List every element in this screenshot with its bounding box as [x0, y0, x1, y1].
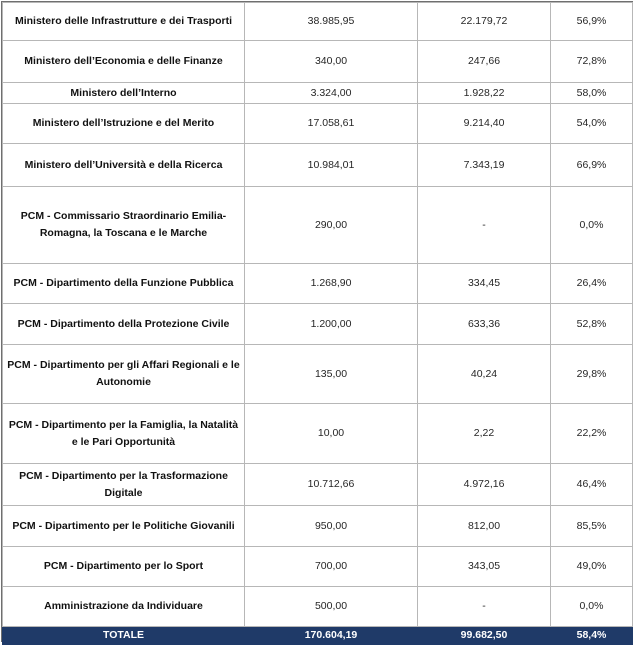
- row-label: PCM - Dipartimento per la Trasformazione Digitale: [3, 464, 245, 506]
- row-percentage: 85,5%: [551, 506, 633, 547]
- row-value-2: 812,00: [418, 506, 551, 547]
- row-value-1: 17.058,61: [245, 104, 418, 144]
- row-label: PCM - Dipartimento della Funzione Pubblica: [3, 264, 245, 304]
- row-value-2: 9.214,40: [418, 104, 551, 144]
- row-value-1: 500,00: [245, 587, 418, 627]
- row-value-1: 1.268,90: [245, 264, 418, 304]
- table-row: [3, 104, 633, 144]
- row-value-1: 1.200,00: [245, 304, 418, 345]
- row-value-1: 10.712,66: [245, 464, 418, 506]
- table-row: [3, 264, 633, 304]
- row-value-2: 2,22: [418, 404, 551, 464]
- row-value-1: 340,00: [245, 41, 418, 83]
- row-percentage: 49,0%: [551, 547, 633, 587]
- row-label: PCM - Commissario Straordinario Emilia-Romagna, la Toscana e le Marche: [3, 187, 245, 264]
- row-label: Amministrazione da Individuare: [3, 587, 245, 627]
- row-percentage: 46,4%: [551, 464, 633, 506]
- row-label: PCM - Dipartimento per la Famiglia, la Natalità e le Pari Opportunità: [3, 404, 245, 464]
- row-value-1: 700,00: [245, 547, 418, 587]
- row-value-2: -: [418, 587, 551, 627]
- row-label: PCM - Dipartimento per lo Sport: [3, 547, 245, 587]
- row-value-1: 38.985,95: [245, 3, 418, 41]
- total-row: [3, 627, 633, 645]
- row-value-1: 3.324,00: [245, 83, 418, 104]
- table-row: [3, 345, 633, 404]
- table-row: [3, 41, 633, 83]
- total-value-2: 99.682,50: [418, 627, 551, 645]
- table-row: [3, 83, 633, 104]
- table-row: [3, 506, 633, 547]
- row-percentage: 66,9%: [551, 144, 633, 187]
- row-label: Ministero dell’Interno: [3, 83, 245, 104]
- row-percentage: 58,0%: [551, 83, 633, 104]
- row-value-1: 135,00: [245, 345, 418, 404]
- row-label: Ministero dell’Economia e delle Finanze: [3, 41, 245, 83]
- row-value-2: 22.179,72: [418, 3, 551, 41]
- row-value-2: 334,45: [418, 264, 551, 304]
- table-row: [3, 404, 633, 464]
- table-row: [3, 187, 633, 264]
- row-label: Ministero dell’Università e della Ricerca: [3, 144, 245, 187]
- row-percentage: 22,2%: [551, 404, 633, 464]
- table-row: [3, 547, 633, 587]
- table-row: [3, 3, 633, 41]
- total-value-1: 170.604,19: [245, 627, 418, 645]
- row-label: PCM - Dipartimento della Protezione Civile: [3, 304, 245, 345]
- row-label: Ministero delle Infrastrutture e dei Trasporti: [3, 3, 245, 41]
- row-value-2: 633,36: [418, 304, 551, 345]
- row-value-2: 40,24: [418, 345, 551, 404]
- row-percentage: 52,8%: [551, 304, 633, 345]
- total-label: TOTALE: [3, 627, 245, 645]
- row-value-1: 10.984,01: [245, 144, 418, 187]
- row-value-2: 7.343,19: [418, 144, 551, 187]
- row-percentage: 29,8%: [551, 345, 633, 404]
- row-value-2: 343,05: [418, 547, 551, 587]
- row-label: PCM - Dipartimento per gli Affari Regionali e le Autonomie: [3, 345, 245, 404]
- data-table: [2, 2, 633, 645]
- table-row: [3, 587, 633, 627]
- table-row: [3, 304, 633, 345]
- row-value-2: -: [418, 187, 551, 264]
- row-value-2: 1.928,22: [418, 83, 551, 104]
- row-value-2: 247,66: [418, 41, 551, 83]
- row-percentage: 56,9%: [551, 3, 633, 41]
- row-value-2: 4.972,16: [418, 464, 551, 506]
- row-value-1: 950,00: [245, 506, 418, 547]
- row-percentage: 54,0%: [551, 104, 633, 144]
- row-value-1: 290,00: [245, 187, 418, 264]
- total-percentage: 58,4%: [551, 627, 633, 645]
- row-percentage: 0,0%: [551, 187, 633, 264]
- row-label: Ministero dell’Istruzione e del Merito: [3, 104, 245, 144]
- table-row: [3, 144, 633, 187]
- row-percentage: 0,0%: [551, 587, 633, 627]
- row-percentage: 72,8%: [551, 41, 633, 83]
- row-percentage: 26,4%: [551, 264, 633, 304]
- row-label: PCM - Dipartimento per le Politiche Giovanili: [3, 506, 245, 547]
- row-value-1: 10,00: [245, 404, 418, 464]
- table-row: [3, 464, 633, 506]
